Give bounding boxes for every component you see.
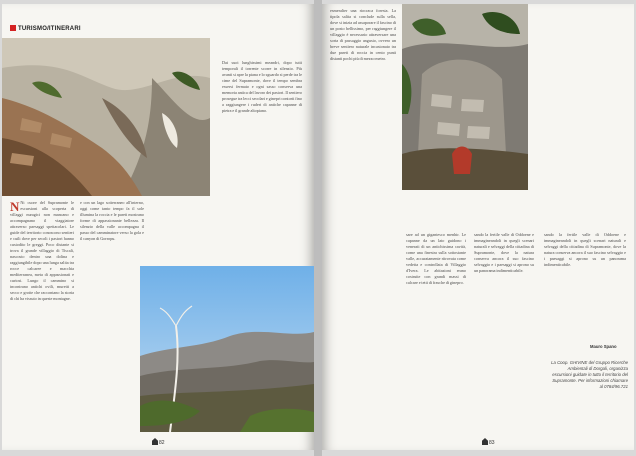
folio-logo-icon [482, 438, 488, 445]
left-col-1: N Ni cuore del Supramonte le escursioni alla scoperta di villaggi nuragici non mancano e accompagnano il viaggiatore attraverso paesaggi spettacolari. Le guide del territorio conoscono sentieri e cuili dove per secoli i pastori hanno custodito le greggi. Poco distante si trova il grande villaggio di Tiscali, nascosto dentro una dolina e raggiungibile dopo una lunga salita tra rocce calcaree e macchia mediterranea, meta di appassionati e curiosi. Lungo il cammino si incontrano antichi ovili, muretti a secco e grotte che raccontano la storia di chi ha vissuto in queste montagne. [10, 199, 74, 301]
right-col-1: esmeralter una riocraca foresta. La tipola salita si conclude sulla sella, dove si inizia ad assaporare il fascino di un posto bellissimo, per raggiungere il villaggio è necessario attraversare una sorta di passaggio angusto, ovvero un breve sentiero naturale incastonato tra due pareti di roccia in cento punti distanti pochi più di mezzo metro. [330, 8, 396, 61]
folio-logo-icon [152, 438, 158, 445]
right-col-4: sando la fertile valle di Oddoene e immagineandoli in quegli scenari naturali e selvaggi della cittadina di Supramonte, dove la natura conserva ancora il suo fascino selvaggio e i paesaggi si aprono su un panorama indimenticabile. [544, 232, 626, 267]
section-label-text: TURISMO/ITINERARI [18, 26, 81, 32]
gutter [314, 0, 322, 456]
photo-mountain-valley [140, 266, 314, 432]
info-box: La Coop. GHIVINE del Gruppo Ricerche Ambientali di Dorgali, organizza escursioni guidate in tutto il territorio del Supramonte. Per informazioni chiamare al 0784/96.721 [551, 360, 628, 389]
left-col-3: Dai suoi lunghissimi meandri, dopo tutti temporali il torrente scorre in silenzio. Più avanti si apre la piana e lo sguardo si perde tra le cime del Supramonte, dove il tempo sembra essersi fermato e ogni sasso conserva una memoria antica del lavoro dei pastori. Il sentiero prosegue tra lecci secolari e ginepri contorti fino a raggiungere i ruderi di antiche capanne di pietra e il grande altopiano. [222, 60, 302, 113]
right-col-3: sando la fertile valle di Oddoene e immagineandoli in quegli scenari naturali e selvaggi della cittadina di Supramonte, dove la natura conserva ancora il suo fascino selvaggio e i paesaggi si aprono su un panorama indimenticabile. [474, 232, 534, 273]
left-folio: 82 [152, 438, 165, 446]
right-page [322, 4, 634, 450]
right-folio: 83 [482, 438, 495, 446]
section-label [10, 25, 81, 32]
photo-rock-arch [2, 38, 210, 196]
section-marker-icon [10, 25, 16, 31]
left-col-2: e con un lago sotterraneo all'interno, oggi come tanto tempo fa il sole illumina la roccia e le pareti mostrano forme di appassionante bellezza. Il silenzio della valle accompagna il passo del camminatore verso la gola e il canyon di Gorropu. [80, 200, 144, 241]
right-col-2: sare ad un gigantesco menhir. Le capanne da un lato guidono i venerati di un antichissima cavità, come una finestra sulla sottostante valle, accuratamente ritrovata come vedetta e controllata di Villaggio d'Ivera. Le abitazioni erano costruite con grandi massi di calcare e tetti di frasche di ginepro. [406, 232, 466, 285]
left-page [2, 4, 314, 450]
author-signature: Mauro Spano [590, 344, 617, 349]
photo-stone-hut [402, 4, 528, 190]
